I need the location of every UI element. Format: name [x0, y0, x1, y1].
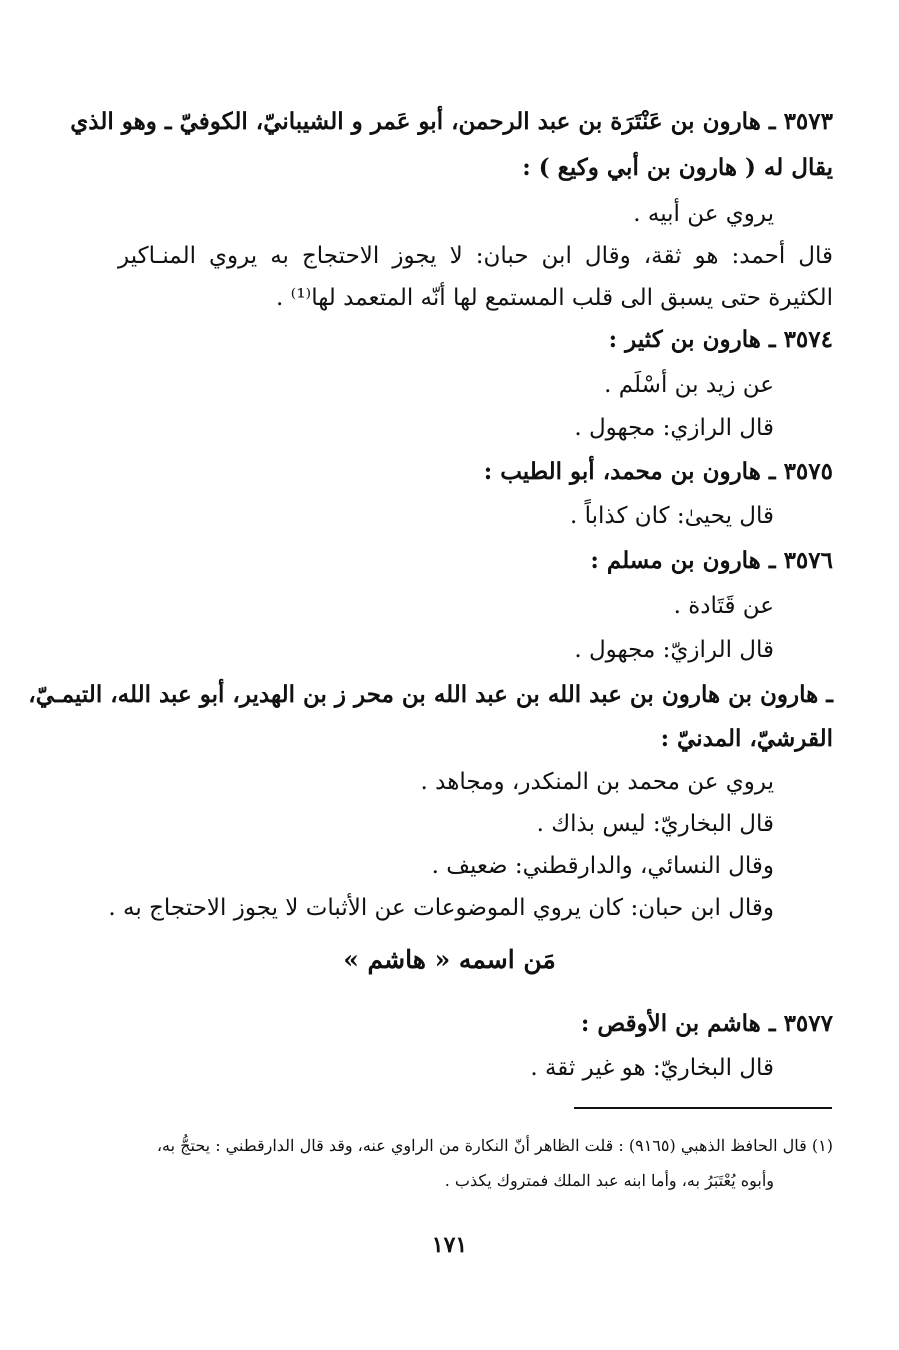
footnote-line1: (١) قال الحافظ الذهبي (٩١٦٥) : قلت الظاهر أنّ النكارة من الراوي عنه، وقد قال الدارقطني : يحتجُّ به، [156, 1136, 833, 1155]
entry-3573-heading-line1: ٣٥٧٣ ـ هارون بن عَنْتَرَة بن عبد الرحمن، أبو عَمر و الشيبانيّ، الكوفيّ ـ وهو الذي [70, 108, 833, 135]
entry-3576-heading: ٣٥٧٦ ـ هارون بن مسلم : [590, 547, 833, 574]
entry-harun-heading-line1: ـ هارون بن هارون بن عبد الله بن عبد الله بن محر ز بن الهدير، أبو عبد الله، التيمـيّ، [28, 681, 833, 708]
entry-harun-quote-3: وقال ابن حبان: كان يروي الموضوعات عن الأثبات لا يجوز الاحتجاج به . [108, 895, 774, 921]
entry-3573-quote-line2: الكثيرة حتى يسبق الى قلب المستمع لها أنّه المتعمد لها⁽¹⁾ . [276, 285, 833, 311]
entry-3577-quote: قال البخاريّ: هو غير ثقة . [530, 1055, 774, 1081]
entry-3574-narration: عن زيد بن أسْلَم . [604, 372, 774, 398]
entry-3574-heading: ٣٥٧٤ ـ هارون بن كثير : [608, 326, 833, 353]
footnote-separator [574, 1107, 832, 1109]
page-number: ١٧١ [431, 1232, 468, 1258]
entry-3575-quote: قال يحيىٰ: كان كذاباً . [569, 503, 774, 529]
section-heading: مَن اسمه « هاشم » [343, 945, 556, 974]
entry-3577-heading: ٣٥٧٧ ـ هاشم بن الأوقص : [580, 1010, 833, 1037]
entry-3573-quote-line1: قال أحمد: هو ثقة، وقال ابن حبان: لا يجوز الاحتجاج به يروي المنـاكير [118, 243, 833, 269]
entry-harun-narration: يروي عن محمد بن المنكدر، ومجاهد . [420, 769, 774, 795]
entry-3576-quote: قال الرازيّ: مجهول . [574, 637, 774, 663]
entry-3574-quote: قال الرازي: مجهول . [574, 415, 774, 441]
entry-3575-heading: ٣٥٧٥ ـ هارون بن محمد، أبو الطيب : [483, 458, 833, 485]
entry-3573-narration: يروي عن أبيه . [633, 201, 774, 227]
entry-3576-narration: عن قَتَادة . [673, 593, 774, 619]
entry-3573-heading-line2: يقال له ( هارون بن أبي وكيع ) : [522, 154, 833, 181]
entry-harun-quote-1: قال البخاريّ: ليس بذاك . [536, 811, 774, 837]
entry-harun-heading-line2: القرشيّ، المدنيّ : [660, 725, 833, 752]
entry-harun-quote-2: وقال النسائي، والدارقطني: ضعيف . [431, 853, 774, 879]
footnote-line2: وأبوه يُعْتَبَرُ به، وأما ابنه عبد الملك فمتروك يكذب . [444, 1171, 774, 1190]
